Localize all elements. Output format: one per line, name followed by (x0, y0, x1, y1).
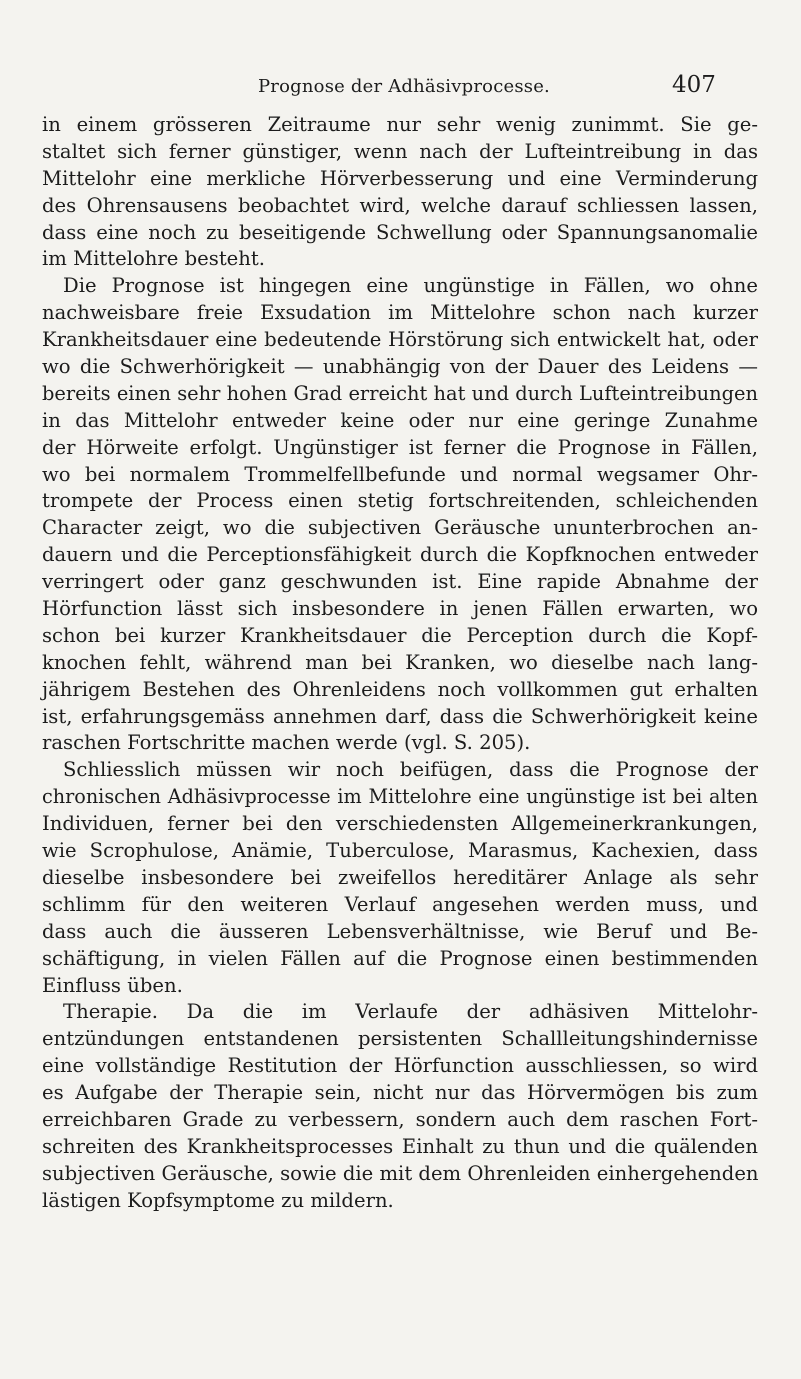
running-header (0, 72, 801, 106)
text-line: lästigen Kopfsymptome zu mildern. (42, 1188, 394, 1212)
text-line: trompete der Process einen stetig fortschreitenden, schleichenden (42, 489, 758, 513)
text-line: eine vollständige Restitution der Hörfunction ausschliessen, so wird (42, 1054, 758, 1078)
text-line: Die Prognose ist hingegen eine ungünstige in Fällen, wo ohne (63, 274, 758, 298)
text-line: chronischen Adhäsivprocesse im Mittelohre eine ungünstige ist bei alten (42, 785, 758, 809)
page-number: 407 (672, 72, 716, 98)
text-line: dauern und die Perceptionsfähigkeit durch die Kopfknochen entweder (42, 543, 758, 567)
text-line: Mittelohr eine merkliche Hörverbesserung und eine Verminderung (42, 166, 758, 190)
text-line: in das Mittelohr entweder keine oder nur eine geringe Zunahme (42, 408, 758, 432)
text-line: knochen fehlt, während man bei Kranken, wo dieselbe nach lang- (42, 650, 758, 674)
text-line: bereits einen sehr hohen Grad erreicht hat und durch Lufteintreibungen (42, 381, 758, 405)
text-line: schreiten des Krankheitsprocesses Einhalt zu thun und die quälenden (42, 1134, 758, 1158)
text-line: Schliesslich müssen wir noch beifügen, dass die Prognose der (63, 758, 758, 782)
text-line: dass auch die äusseren Lebensverhältnisse, wie Beruf und Be- (42, 919, 758, 943)
text-line: dass eine noch zu beseitigende Schwellung oder Spannungsanomalie (42, 220, 758, 244)
text-line: des Ohrensausens beobachtet wird, welche darauf schliessen lassen, (42, 193, 758, 217)
text-line: Individuen, ferner bei den verschiedensten Allgemeinerkrankungen, (42, 812, 758, 836)
text-line: jährigem Bestehen des Ohrenleidens noch vollkommen gut erhalten (42, 677, 758, 701)
text-line: wo bei normalem Trommelfellbefunde und normal wegsamer Ohr- (42, 462, 758, 486)
body-text (42, 112, 758, 1215)
text-line: entzündungen entstandenen persistenten Schallleitungshindernisse (42, 1027, 758, 1051)
text-line: nachweisbare freie Exsudation im Mittelohre schon nach kurzer (42, 301, 758, 325)
text-line: dieselbe insbesondere bei zweifellos hereditärer Anlage als sehr (42, 865, 758, 889)
text-line: schon bei kurzer Krankheitsdauer die Perception durch die Kopf- (42, 623, 758, 647)
text-line: im Mittelohre besteht. (42, 247, 266, 271)
text-line: Therapie. Da die im Verlaufe der adhäsiven Mittelohr- (63, 1000, 758, 1024)
text-line: es Aufgabe der Therapie sein, nicht nur das Hörvermögen bis zum (42, 1081, 758, 1105)
text-line: der Hörweite erfolgt. Ungünstiger ist ferner die Prognose in Fällen, (42, 435, 758, 459)
text-line: ist, erfahrungsgemäss annehmen darf, dass die Schwerhörigkeit keine (42, 704, 758, 728)
text-line: Krankheitsdauer eine bedeutende Hörstörung sich entwickelt hat, oder (42, 328, 758, 352)
text-line: in einem grösseren Zeitraume nur sehr wenig zunimmt. Sie ge- (42, 113, 758, 136)
running-title: Prognose der Adhäsivprocesse. (258, 76, 550, 97)
text-line: wie Scrophulose, Anämie, Tuberculose, Marasmus, Kachexien, dass (42, 839, 758, 863)
text-line: raschen Fortschritte machen werde (vgl. S. 205). (42, 731, 531, 755)
text-line: Einfluss üben. (42, 973, 183, 997)
text-line: schlimm für den weiteren Verlauf angesehen werden muss, und (42, 892, 758, 916)
text-line: staltet sich ferner günstiger, wenn nach der Lufteintreibung in das (42, 139, 758, 163)
text-line: verringert oder ganz geschwunden ist. Eine rapide Abnahme der (42, 570, 758, 594)
text-line: subjectiven Geräusche, sowie die mit dem Ohrenleiden einhergehenden (42, 1161, 759, 1185)
text-line: Hörfunction lässt sich insbesondere in jenen Fällen erwarten, wo (42, 597, 758, 621)
text-line: schäftigung, in vielen Fällen auf die Prognose einen bestimmenden (42, 946, 758, 970)
text-line: erreichbaren Grade zu verbessern, sondern auch dem raschen Fort- (42, 1107, 758, 1131)
text-line: wo die Schwerhörigkeit — unabhängig von der Dauer des Leidens — (42, 355, 758, 379)
text-line: Character zeigt, wo die subjectiven Geräusche ununterbrochen an- (42, 516, 758, 540)
